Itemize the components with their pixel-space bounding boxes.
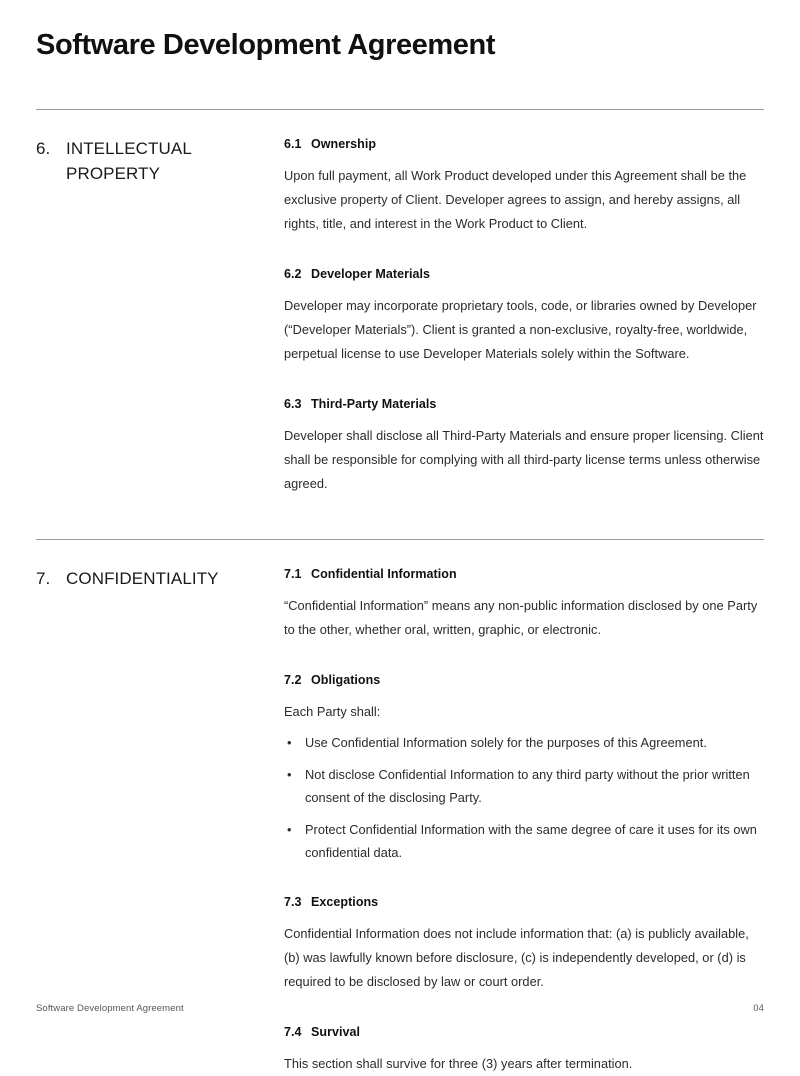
page-footer	[36, 1003, 764, 1014]
section-title: INTELLECTUAL PROPERTY	[66, 139, 192, 183]
subsection	[284, 893, 764, 994]
subsection-paragraph: Upon full payment, all Work Product developed under this Agreement shall be the exclusive property of Client. Developer agrees to assign, and hereby assigns, all rights, title, and interest in the Work Product to Client.	[284, 168, 747, 231]
subsection-number: 7.4	[284, 1025, 302, 1039]
document-content	[36, 109, 764, 1076]
subsection-title: Third-Party Materials	[311, 397, 437, 411]
subsection-heading	[284, 135, 764, 153]
list-item-label: Use Confidential Information solely for the purposes of this Agreement.	[305, 735, 707, 750]
document-section	[36, 109, 764, 496]
bullet-icon: •	[287, 822, 292, 837]
subsection	[284, 265, 764, 366]
section-title: CONFIDENTIALITY	[66, 569, 219, 588]
subsection-paragraph: This section shall survive for three (3) years after termination.	[284, 1056, 633, 1071]
list-item	[284, 731, 764, 754]
subsection-title: Ownership	[311, 137, 377, 151]
subsection-paragraph: Each Party shall:	[284, 704, 381, 719]
subsection-heading	[284, 395, 764, 413]
section-heading	[36, 565, 284, 591]
document-section	[36, 539, 764, 1076]
subsection-title: Developer Materials	[311, 267, 431, 281]
footer-page-number: 04	[753, 1003, 764, 1014]
subsection-title: Survival	[311, 1025, 361, 1039]
section-number: 7.	[36, 569, 51, 588]
section-body	[284, 135, 764, 496]
section-heading	[36, 135, 284, 186]
subsection-paragraph: Developer shall disclose all Third-Party Materials and ensure proper licensing. Client shall be responsible for complying with all third-party license terms unless otherwise agreed.	[284, 428, 764, 491]
section-number: 6.	[36, 139, 51, 158]
subsection	[284, 671, 764, 864]
subsection-number: 6.1	[284, 137, 302, 151]
list-item-label: Protect Confidential Information with the same degree of care it uses for its own confidential data.	[305, 822, 757, 860]
subsection-number: 7.2	[284, 673, 302, 687]
subsection-number: 7.1	[284, 567, 302, 581]
bullet-icon: •	[287, 735, 292, 750]
subsection-heading	[284, 1023, 764, 1041]
list-item	[284, 818, 764, 864]
subsection	[284, 135, 764, 236]
subsection-paragraph: Confidential Information does not include information that: (a) is publicly available, (b) was lawfully known before disclosure, (c) is independently developed, or (d) is required to be disclosed by law or court order.	[284, 926, 749, 989]
bullet-list	[284, 731, 764, 864]
subsection-heading	[284, 671, 764, 689]
subsection-heading	[284, 265, 764, 283]
page-title: Software Development Agreement	[36, 29, 496, 61]
subsection-title: Confidential Information	[311, 567, 457, 581]
subsection-title: Exceptions	[311, 895, 379, 909]
list-item-label: Not disclose Confidential Information to any third party without the prior written consent of the disclosing Party.	[305, 767, 750, 805]
footer-document-name: Software Development Agreement	[36, 1003, 184, 1014]
subsection-heading	[284, 565, 764, 583]
bullet-icon: •	[287, 767, 292, 782]
subsection-title: Obligations	[311, 673, 381, 687]
subsection-paragraph: Developer may incorporate proprietary tools, code, or libraries owned by Developer (“Developer Materials”). Client is granted a non-exclusive, royalty-free, worldwide, perpetual license to use Developer Materials solely within the Software.	[284, 298, 757, 361]
subsection-number: 6.3	[284, 397, 302, 411]
subsection	[284, 395, 764, 496]
subsection	[284, 1023, 764, 1076]
section-body	[284, 565, 764, 1076]
list-item	[284, 763, 764, 809]
subsection	[284, 565, 764, 642]
subsection-number: 6.2	[284, 267, 302, 281]
subsection-heading	[284, 893, 764, 911]
subsection-number: 7.3	[284, 895, 302, 909]
subsection-paragraph: “Confidential Information” means any non-public information disclosed by one Party to the other, whether oral, written, graphic, or electronic.	[284, 598, 758, 637]
